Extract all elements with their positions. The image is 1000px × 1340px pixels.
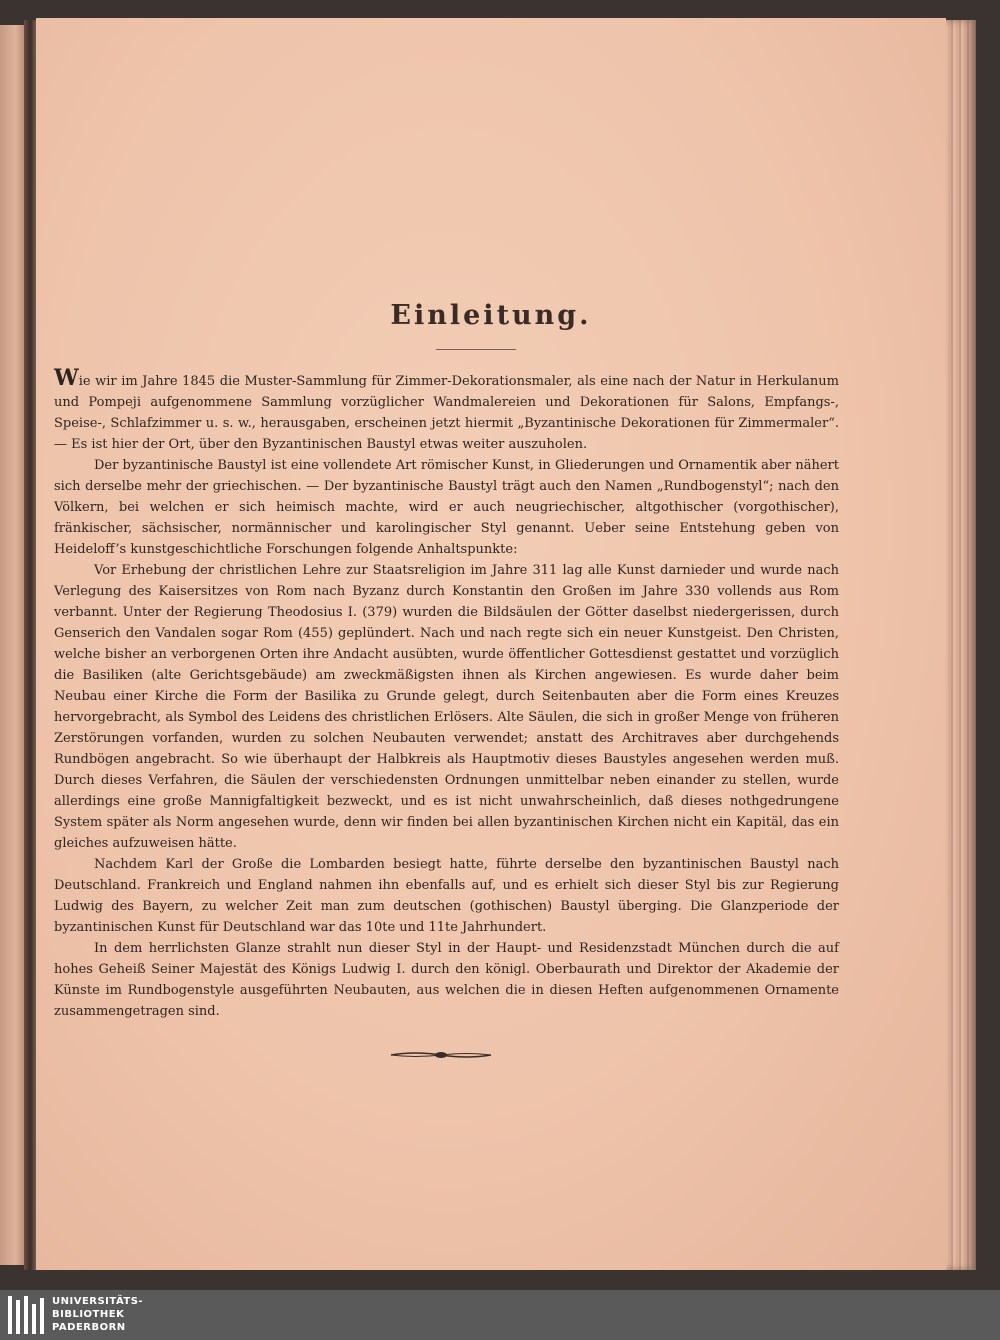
page-title: Einleitung. (390, 300, 592, 331)
paragraph-2: Der byzantinische Baustyl ist eine vollendete Art römischer Kunst, in Gliederungen und Ornamentik aber nähert sich derselbe mehr der griechischen. — Der byzantinische Baustyl trägt auch den Namen „Rundbogenstyl“; nach den Völkern, bei welchen er sich heimisch machte, wird er auch neugriechischer, altgothischer (vorgothischer), fränkischer, sächsischer, normännischer und karolingischer Styl genannt. Ueber seine Entstehung geben von Heideloff’s kunstgeschichtliche Forschungen folgende Anhaltspunkte: (54, 458, 839, 557)
drop-initial: W (54, 365, 79, 391)
footer-line-3: PADERBORN (52, 1322, 126, 1333)
paragraph-3: Vor Erhebung der christlichen Lehre zur Staatsreligion im Jahre 311 lag alle Kunst darnieder und wurde nach Verlegung des Kaisersitzes von Rom nach Byzanz durch Konstantin den Großen im Jahre 330 vollends aus Rom verbannt. Unter der Regierung Theodosius I. (379) wurden die Bildsäulen der Götter daselbst niedergerissen, durch Genserich den Vandalen sogar Rom (455) geplündert. Nach und nach regte sich ein neuer Kunstgeist. Den Christen, welche bisher an verborgenen Orten ihre Andacht ausübten, wurde öffentlicher Gottesdienst gestattet und vorzüglich die Basiliken (alte Gerichtsgebäude) am zweckmäßigsten ihnen als Kirchen angewiesen. Es wurde daher beim Neubau einer Kirche die Form der Basilika zu Grunde gelegt, durch Seitenbauten aber die Form eines Kreuzes hervorgebracht, als Symbol des Leidens des christlichen Erlösers. Alte Säulen, die sich in großer Menge von früheren Zerstörungen vorfanden, wurden zu solchen Neubauten verwendet; anstatt des Architraves aber durchgehends Rundbögen angebracht. So wie überhaupt der Halbkreis als Hauptmotiv dieses Baustyles angesehen werden muß. Durch dieses Verfahren, die Säulen der verschiedensten Ordnungen unmittelbar neben einander zu stellen, wurde allerdings eine große Mannigfaltigkeit bezweckt, und es ist nicht unwahrscheinlich, daß dieses nothgedrungene System später als Norm angesehen wurde, denn wir finden bei allen byzantinischen Kirchen nicht ein Kapitäl, das ein gleiches aufzuweisen hätte. (54, 563, 839, 851)
body-text (54, 365, 839, 1022)
document-page (36, 18, 946, 1270)
paragraph-5: In dem herrlichsten Glanze strahlt nun dieser Styl in der Haupt- und Residenzstadt München durch die auf hohes Geheiß Seiner Majestät des Königs Ludwig I. durch den königl. Oberbaurath und Direktor der Akademie der Künste im Rundbogenstyle ausgeführten Neubauten, aus welchen die in diesen Heften aufgenommenen Ornamente zusammengetragen sind. (54, 941, 839, 1019)
paragraph-4: Nachdem Karl der Große die Lombarden besiegt hatte, führte derselbe den byzantinischen Baustyl nach Deutschland. Frankreich und England nahmen ihn ebenfalls auf, und es erhielt sich dieser Styl bis zur Regierung Ludwig des Bayern, zu welcher Zeit man zum deutschen (gothischen) Baustyl überging. Die Glanzperiode der byzantinischen Kunst für Deutschland war das 10te und 11te Jahrhundert. (54, 857, 839, 935)
library-footer (0, 1290, 1000, 1340)
footer-line-1: UNIVERSITÄTS- (52, 1296, 144, 1307)
closing-ornament-icon (389, 1048, 493, 1062)
paragraph-1-text: ie wir im Jahre 1845 die Muster-Sammlung für Zimmer-Dekorationsmaler, als eine nach der Natur in Herkulanum und Pompeji aufgenommene Sammlung vorzüglicher Wandmalereien und Dekorationen für Salons, Empfangs-, Speise-, Schlafzimmer u. s. w., herausgaben, erscheinen jetzt hiermit „Byzantinische Dekorationen für Zimmermaler“. — Es ist hier der Ort, über den Byzantinischen Baustyl etwas weiter auszuholen. (54, 374, 839, 452)
footer-line-2: BIBLIOTHEK (52, 1309, 125, 1320)
university-library-logo-icon (6, 1294, 46, 1336)
title-rule (436, 349, 516, 350)
paragraph-1 (54, 365, 839, 455)
left-page-edge (0, 25, 26, 1265)
